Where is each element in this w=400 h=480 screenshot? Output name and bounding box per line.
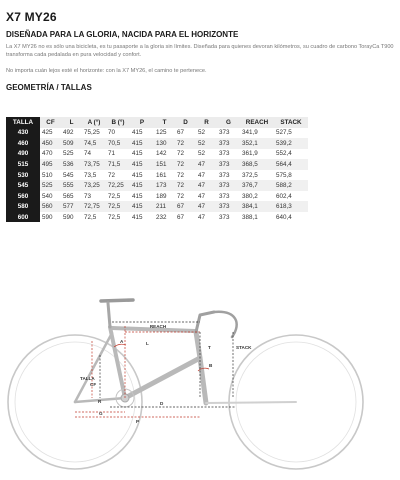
table-cell: 72 — [175, 159, 196, 170]
table-header-cell: D — [175, 117, 196, 128]
table-cell: 72 — [175, 180, 196, 191]
table-row — [6, 191, 308, 202]
table-cell: 536 — [61, 159, 82, 170]
table-header-cell: A (°) — [82, 117, 106, 128]
table-header-cell: TALLA — [6, 117, 40, 128]
section-title: GEOMETRÍA / TALLAS — [6, 83, 92, 92]
table-cell: 161 — [156, 171, 167, 179]
table-cell: 72,75 — [82, 201, 106, 212]
size-cell: 515 — [6, 159, 40, 170]
table-cell: 373 — [217, 138, 240, 149]
size-cell: 460 — [6, 138, 40, 149]
table-header-cell: G — [217, 117, 240, 128]
size-cell: 580 — [6, 201, 40, 212]
table-cell: 590 — [63, 213, 74, 221]
table-cell: 373 — [219, 150, 230, 158]
table-row — [6, 128, 308, 139]
table-cell: 74,5 — [82, 138, 106, 149]
table-cell: 75,25 — [84, 129, 100, 137]
table-cell: 341,9 — [242, 129, 258, 137]
table-cell: 72,5 — [108, 213, 121, 221]
table-cell: 450 — [40, 138, 61, 149]
table-cell: 352,1 — [240, 138, 274, 149]
table-header-cell: STACK — [274, 117, 308, 128]
label-reach: REACH — [149, 324, 167, 329]
table-cell: 540 — [42, 192, 53, 200]
table-cell: 539,2 — [274, 138, 308, 149]
size-cell: 530 — [6, 170, 40, 181]
geometry-table — [6, 117, 308, 222]
table-row — [6, 212, 308, 223]
table-cell: 373 — [217, 159, 240, 170]
label-cf: CF — [90, 382, 97, 387]
bike-frame — [75, 300, 296, 407]
table-cell: 415 — [132, 171, 143, 179]
table-cell: 373 — [217, 201, 240, 212]
table-row — [6, 149, 308, 160]
table-cell: 47 — [198, 171, 206, 179]
table-cell: 71,5 — [106, 159, 130, 170]
table-cell: 415 — [130, 138, 154, 149]
table-cell: 384,1 — [240, 201, 274, 212]
table-cell: 72 — [177, 171, 185, 179]
description-paragraph: La X7 MY26 no es sólo una bicicleta, es tu pasaporte a la gloria sin límites. Diseñada para quienes devoran kilómetros, su cuadro de carbono TorayCa T900 transforma cada pedalada en pura velocidad y confort. — [6, 44, 394, 59]
table-cell: 577 — [61, 201, 82, 212]
table-cell: 564,4 — [274, 159, 308, 170]
table-cell: 72,5 — [108, 192, 121, 200]
table-cell: 72 — [177, 150, 185, 158]
table-cell: 72,25 — [106, 180, 130, 191]
table-cell: 425 — [42, 129, 53, 137]
table-cell: 130 — [154, 138, 175, 149]
table-body — [6, 128, 308, 223]
description-tagline: No importa cuán lejos esté el horizonte: con la X7 MY26, el camino te pertenece. — [6, 68, 207, 74]
table-cell: 510 — [42, 171, 53, 179]
table-row — [6, 201, 308, 212]
table-cell: 52 — [198, 150, 206, 158]
table-row — [6, 138, 308, 149]
bike-geometry-diagram — [0, 285, 400, 480]
table-cell: 509 — [61, 138, 82, 149]
table-cell: 173 — [154, 180, 175, 191]
table-header-row — [6, 117, 308, 128]
table-cell: 73,5 — [84, 171, 97, 179]
table-cell: 388,1 — [242, 213, 258, 221]
table-cell: 415 — [132, 192, 143, 200]
table-cell: 525 — [40, 180, 61, 191]
table-header-cell: REACH — [240, 117, 274, 128]
table-cell: 373 — [217, 180, 240, 191]
table-row — [6, 159, 308, 170]
table-cell: 47 — [196, 201, 217, 212]
table-cell: 361,9 — [242, 150, 258, 158]
table-cell: 47 — [198, 192, 206, 200]
table-cell: 70 — [108, 129, 116, 137]
table-cell: 368,5 — [240, 159, 274, 170]
table-cell: 492 — [63, 129, 74, 137]
table-header-cell: L — [61, 117, 82, 128]
table-row — [6, 170, 308, 181]
table-cell: 415 — [132, 150, 143, 158]
table-cell: 545 — [63, 171, 74, 179]
table-cell: 602,4 — [276, 192, 292, 200]
table-cell: 415 — [132, 213, 143, 221]
page-subtitle: DISEÑADA PARA LA GLORIA, NACIDA PARA EL HORIZONTE — [6, 30, 239, 39]
table-cell: 72 — [177, 192, 185, 200]
table-cell: 71 — [108, 150, 116, 158]
table-cell: 470 — [42, 150, 53, 158]
table-cell: 373 — [219, 213, 230, 221]
table-cell: 640,4 — [276, 213, 292, 221]
size-cell: 545 — [6, 180, 40, 191]
page-title: X7 MY26 — [6, 10, 57, 24]
table-cell: 588,2 — [274, 180, 308, 191]
table-cell: 373 — [219, 192, 230, 200]
table-cell: 52 — [198, 129, 206, 137]
table-cell: 70,5 — [106, 138, 130, 149]
table-row — [6, 180, 308, 191]
table-cell: 47 — [196, 159, 217, 170]
table-cell: 555 — [61, 180, 82, 191]
table-cell: 73 — [84, 192, 92, 200]
table-cell: 376,7 — [240, 180, 274, 191]
table-cell: 373 — [219, 129, 230, 137]
table-cell: 67 — [177, 213, 185, 221]
size-cell: 490 — [6, 149, 40, 160]
table-cell: 47 — [198, 213, 206, 221]
label-l: L — [146, 341, 149, 346]
table-cell: 72 — [175, 138, 196, 149]
label-a: A — [120, 339, 124, 344]
table-cell: 552,4 — [276, 150, 292, 158]
table-cell: 73,75 — [82, 159, 106, 170]
label-g: G — [99, 411, 103, 416]
table-cell: 373 — [219, 171, 230, 179]
table-header-cell: P — [130, 117, 154, 128]
table-cell: 67 — [177, 129, 185, 137]
table-cell: 372,5 — [242, 171, 258, 179]
label-r: R — [98, 399, 102, 404]
table-cell: 415 — [132, 129, 143, 137]
label-b: B — [209, 363, 213, 368]
table-cell: 415 — [130, 180, 154, 191]
size-cell: 430 — [6, 128, 40, 139]
table-cell: 72,5 — [106, 201, 130, 212]
table-cell: 74 — [84, 150, 92, 158]
label-talla: TALLA — [80, 376, 95, 381]
table-cell: 525 — [63, 150, 74, 158]
label-p: P — [136, 419, 140, 424]
table-cell: 125 — [156, 129, 167, 137]
table-cell: 47 — [196, 180, 217, 191]
label-t: T — [208, 345, 211, 350]
size-cell: 600 — [6, 212, 40, 223]
table-cell: 67 — [175, 201, 196, 212]
table-cell: 380,2 — [242, 192, 258, 200]
table-cell: 495 — [40, 159, 61, 170]
table-cell: 211 — [154, 201, 175, 212]
table-cell: 142 — [156, 150, 167, 158]
label-stack: STACK — [236, 345, 252, 350]
table-header-cell: B (°) — [106, 117, 130, 128]
size-cell: 560 — [6, 191, 40, 202]
table-cell: 52 — [196, 138, 217, 149]
table-cell: 560 — [40, 201, 61, 212]
table-header-cell: R — [196, 117, 217, 128]
table-cell: 415 — [130, 159, 154, 170]
table-cell: 415 — [130, 201, 154, 212]
table-cell: 72,5 — [84, 213, 97, 221]
table-cell: 73,25 — [82, 180, 106, 191]
table-header-cell: T — [154, 117, 175, 128]
table-header-cell: CF — [40, 117, 61, 128]
table-cell: 527,5 — [276, 129, 292, 137]
table-cell: 590 — [42, 213, 53, 221]
table-cell: 151 — [154, 159, 175, 170]
table-cell: 72 — [108, 171, 116, 179]
table-cell: 618,3 — [274, 201, 308, 212]
label-d: D — [160, 401, 164, 406]
table-cell: 565 — [63, 192, 74, 200]
table-cell: 189 — [156, 192, 167, 200]
table-cell: 232 — [156, 213, 167, 221]
table-cell: 575,8 — [276, 171, 292, 179]
